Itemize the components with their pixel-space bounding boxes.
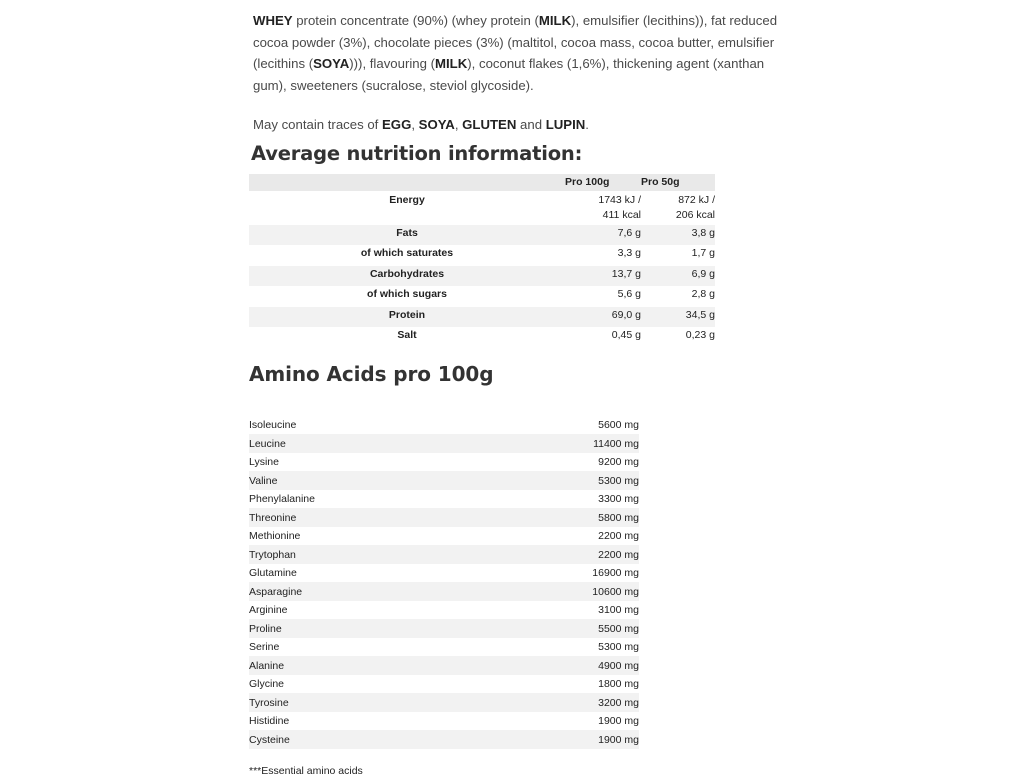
amino-row xyxy=(249,693,639,712)
amino-row xyxy=(249,490,639,509)
nutrition-value-per-50g: 2,8 g xyxy=(691,288,715,301)
nutrition-value-per-100g: 69,0 g xyxy=(565,307,641,328)
amino-name: Lysine xyxy=(249,456,279,469)
nutrition-value-per-50g: 1,7 g xyxy=(691,247,715,260)
essential-amino-footnote: ***Essential amino acids xyxy=(249,764,363,777)
nutrition-value-per-100g: 0,45 g xyxy=(611,329,641,342)
nutrition-row-carbohydrates xyxy=(249,266,715,287)
ingredients-text: protein concentrate (90%) (whey protein ( xyxy=(292,13,539,28)
nutrition-header-label xyxy=(249,174,565,191)
product-info xyxy=(249,10,789,777)
nutrition-value-per-100g: 5,6 g xyxy=(617,288,641,301)
nutrition-header-per-50g: Pro 50g xyxy=(641,174,715,191)
amino-name: Isoleucine xyxy=(249,419,297,432)
amino-value: 1900 mg xyxy=(598,715,639,728)
ingredients-allergen: MILK xyxy=(435,56,468,72)
amino-row xyxy=(249,564,639,583)
amino-row xyxy=(249,545,639,564)
allergen-traces-text xyxy=(249,114,789,135)
amino-value: 9200 mg xyxy=(598,456,639,469)
ingredients-allergen: SOYA xyxy=(313,56,350,72)
amino-row xyxy=(249,712,639,731)
nutrition-label: Fats xyxy=(249,225,565,246)
amino-value: 5800 mg xyxy=(477,508,639,527)
nutrition-label: of which saturates xyxy=(360,247,454,260)
traces-allergen: SOYA xyxy=(418,116,455,132)
nutrition-header-row xyxy=(249,174,715,191)
amino-name: Methionine xyxy=(249,530,301,543)
nutrition-row-fats xyxy=(249,225,715,246)
amino-name: Leucine xyxy=(249,434,477,453)
nutrition-label: Salt xyxy=(397,329,417,342)
traces-allergen: GLUTEN xyxy=(462,116,517,132)
traces-allergen: EGG xyxy=(382,116,412,132)
amino-name: Proline xyxy=(249,619,477,638)
nutrition-label: Energy xyxy=(389,193,425,206)
amino-value: 5500 mg xyxy=(477,619,639,638)
amino-name: Glycine xyxy=(249,678,285,691)
traces-text: and xyxy=(516,116,546,132)
nutrition-value-per-50g: 0,23 g xyxy=(685,329,715,342)
amino-name: Cysteine xyxy=(249,730,477,749)
amino-row xyxy=(249,527,639,546)
nutrition-label: of which sugars xyxy=(367,288,447,301)
nutrition-row-protein xyxy=(249,307,715,328)
amino-name: Histidine xyxy=(249,715,290,728)
amino-value: 4900 mg xyxy=(477,656,639,675)
amino-row xyxy=(249,471,639,490)
ingredients-allergen: MILK xyxy=(538,13,572,28)
amino-row xyxy=(249,582,639,601)
nutrition-value-per-50g: 6,9 g xyxy=(641,266,715,287)
nutrition-value-per-100g: 1743 kJ / 411 kcal xyxy=(598,193,641,221)
amino-name: Arginine xyxy=(249,604,288,617)
amino-row xyxy=(249,656,639,675)
amino-name: Asparagine xyxy=(249,582,477,601)
amino-value: 5300 mg xyxy=(477,471,639,490)
amino-name: Trytophan xyxy=(249,545,477,564)
amino-value: 1800 mg xyxy=(598,678,639,691)
nutrition-label: Protein xyxy=(249,307,565,328)
amino-value: 1900 mg xyxy=(477,730,639,749)
amino-value: 16900 mg xyxy=(592,567,639,580)
amino-value: 3100 mg xyxy=(598,604,639,617)
amino-row xyxy=(249,508,639,527)
nutrition-row-sugars xyxy=(249,286,715,307)
amino-row xyxy=(249,416,639,435)
amino-row xyxy=(249,453,639,472)
traces-text: . xyxy=(585,116,589,132)
nutrition-value-per-50g: 3,8 g xyxy=(641,225,715,246)
nutrition-header-per-100g: Pro 100g xyxy=(565,174,641,191)
traces-text: May contain traces of xyxy=(253,116,383,132)
nutrition-value-per-50g: 34,5 g xyxy=(641,307,715,328)
amino-value: 11400 mg xyxy=(477,434,639,453)
amino-name: Valine xyxy=(249,471,477,490)
ingredients-text xyxy=(249,10,789,97)
nutrition-label: Carbohydrates xyxy=(249,266,565,287)
amino-name: Phenylalanine xyxy=(249,493,315,506)
ingredients-text: ), coconut flakes (1,6%), thickening agent (xanthan gum), sweeteners (sucralose, steviol glycoside). xyxy=(253,56,765,94)
nutrition-value-per-100g: 3,3 g xyxy=(617,247,641,260)
amino-value: 2200 mg xyxy=(477,545,639,564)
amino-value: 2200 mg xyxy=(598,530,639,543)
amino-acids-heading: Amino Acids pro 100g xyxy=(249,361,494,386)
nutrition-value-per-100g: 13,7 g xyxy=(565,266,641,287)
nutrition-row-salt xyxy=(249,327,715,348)
amino-row xyxy=(249,434,639,453)
amino-row xyxy=(249,601,639,620)
amino-row xyxy=(249,638,639,657)
nutrition-table xyxy=(249,174,715,348)
nutrition-value-per-50g: 872 kJ / 206 kcal xyxy=(675,193,715,221)
amino-value: 5600 mg xyxy=(598,419,639,432)
amino-name: Alanine xyxy=(249,656,477,675)
amino-value: 3200 mg xyxy=(477,693,639,712)
ingredients-allergen: WHEY xyxy=(253,13,293,28)
amino-value: 5300 mg xyxy=(598,641,639,654)
amino-name: Tyrosine xyxy=(249,693,477,712)
ingredients-text: ), emulsifier (lecithins)), fat reduced cocoa powder (3%), chocolate pieces (3%) (maltitol, cocoa mass, cocoa butter, emulsifier (lecithins ( xyxy=(253,13,778,72)
amino-row xyxy=(249,619,639,638)
nutrition-row-energy xyxy=(249,191,715,225)
traces-allergen: LUPIN xyxy=(545,116,586,132)
amino-acids-table xyxy=(249,416,639,749)
ingredients-text: ))), flavouring ( xyxy=(349,56,436,72)
amino-name: Glutamine xyxy=(249,567,297,580)
amino-row xyxy=(249,730,639,749)
amino-name: Serine xyxy=(249,641,280,654)
traces-text: , xyxy=(411,116,419,132)
amino-value: 10600 mg xyxy=(477,582,639,601)
amino-value: 3300 mg xyxy=(598,493,639,506)
amino-name: Threonine xyxy=(249,508,477,527)
amino-row xyxy=(249,675,639,694)
nutrition-row-saturates xyxy=(249,245,715,266)
nutrition-heading: Average nutrition information: xyxy=(251,141,583,165)
traces-text: , xyxy=(454,116,463,132)
nutrition-value-per-100g: 7,6 g xyxy=(565,225,641,246)
